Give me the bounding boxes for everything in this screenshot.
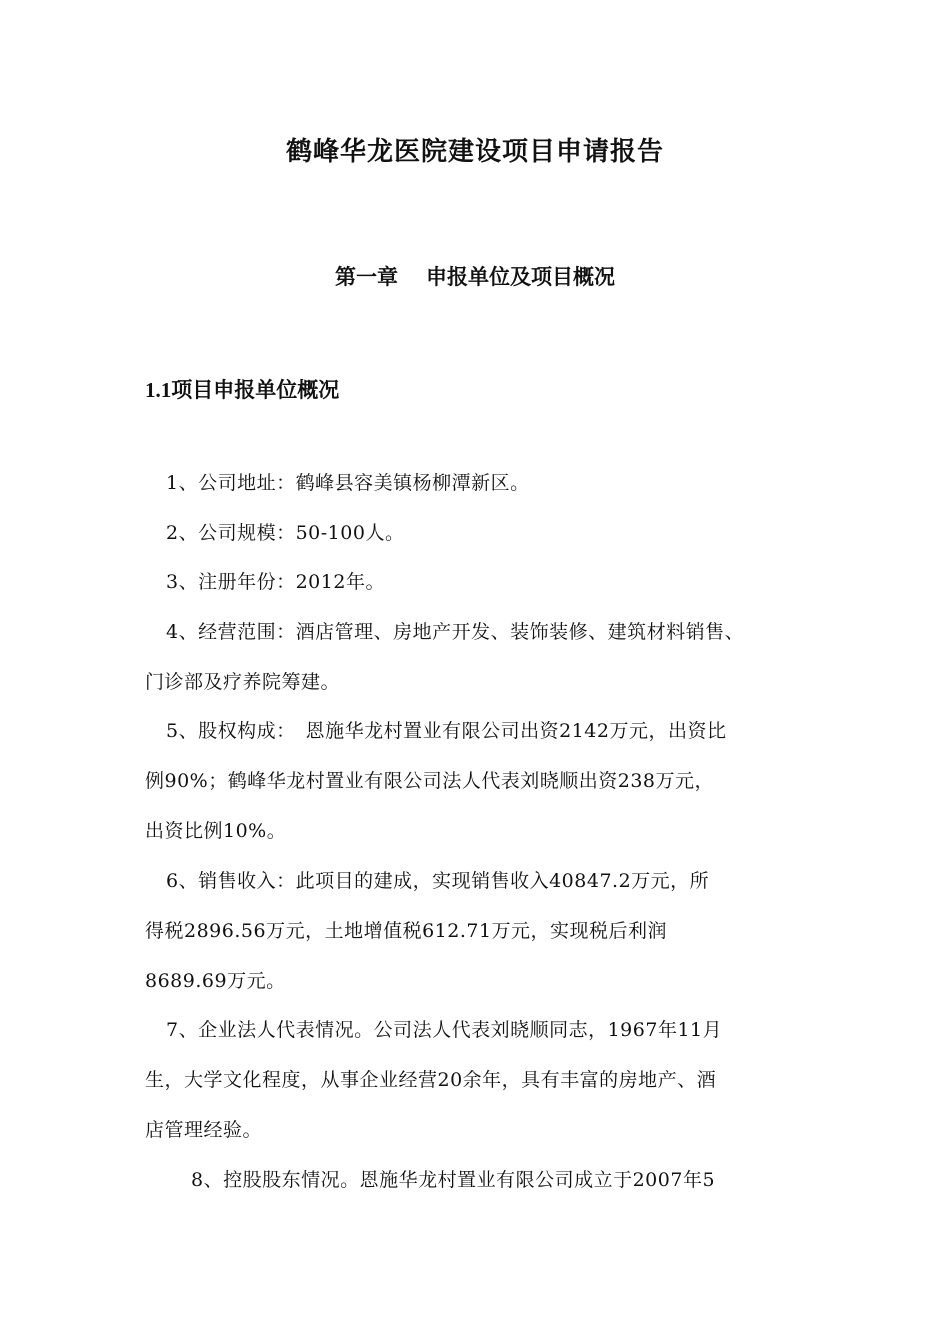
chapter-name: 申报单位及项目概况 xyxy=(426,265,615,289)
list-item-2 xyxy=(145,508,815,558)
list-item-line: 3、注册年份：2012年。 xyxy=(166,571,385,593)
list-item-7 xyxy=(145,1005,815,1155)
section-name: 项目申报单位概况 xyxy=(171,378,340,402)
list-item-line: 8689.69万元。 xyxy=(145,970,286,992)
list-item-line: 门诊部及疗养院筹建。 xyxy=(145,671,341,693)
list-item-4 xyxy=(145,607,815,707)
list-item-line: 8、控股股东情况。恩施华龙村置业有限公司成立于2007年5 xyxy=(191,1169,716,1191)
document-title: 鹤峰华龙医院建设项目申请报告 xyxy=(285,137,664,167)
list-item-8 xyxy=(145,1155,815,1205)
list-item-line: 7、企业法人代表情况。公司法人代表刘晓顺同志，1967年11月 xyxy=(166,1019,723,1041)
list-item-line: 5、股权构成： 恩施华龙村置业有限公司出资2142万元，出资比 xyxy=(166,720,727,742)
list-item-line: 生，大学文化程度，从事企业经营20余年，具有丰富的房地产、酒 xyxy=(145,1069,717,1091)
list-item-3 xyxy=(145,557,815,607)
list-item-line: 得税2896.56万元，土地增值税612.71万元，实现税后利润 xyxy=(145,920,668,942)
list-item-line: 例90%；鹤峰华龙村置业有限公司法人代表刘晓顺出资238万元， xyxy=(145,770,714,792)
list-item-6 xyxy=(145,856,815,1006)
list-item-line: 6、销售收入：此项目的建成，实现销售收入40847.2万元，所 xyxy=(166,870,710,892)
section-heading xyxy=(145,372,339,408)
chapter-heading xyxy=(0,259,950,295)
list-item-line: 出资比例10%。 xyxy=(145,820,287,842)
list-item-line: 4、经营范围：酒店管理、房地产开发、装饰装修、建筑材料销售、 xyxy=(166,621,745,643)
section-number: 1.1 xyxy=(145,378,172,402)
list-item-5 xyxy=(145,706,815,856)
list-item-line: 店管理经验。 xyxy=(145,1119,263,1141)
chapter-number: 第一章 xyxy=(335,265,398,289)
list-item-line: 2、公司规模：50-100人。 xyxy=(166,522,405,544)
list-item-1 xyxy=(145,458,815,508)
list-item-line: 1、公司地址：鹤峰县容美镇杨柳潭新区。 xyxy=(166,472,530,494)
